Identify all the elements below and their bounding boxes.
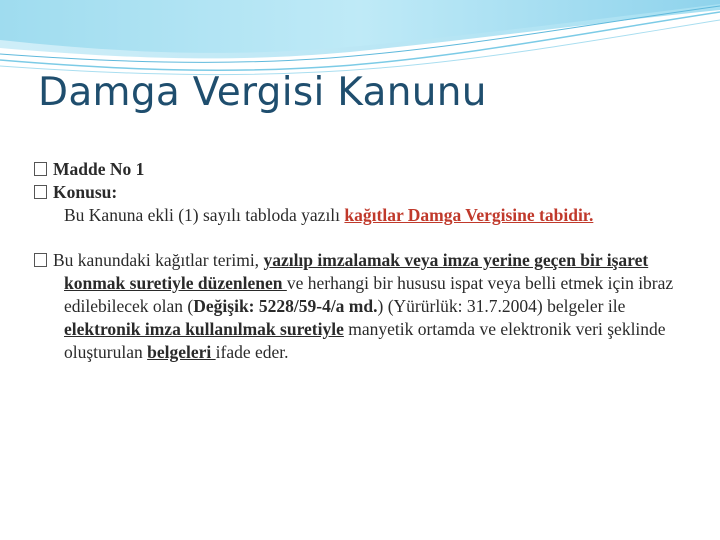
para-emphasis-1: yazılıp imzalamak veya imza yerine geçen bir işaret konmak suretiyle düzenlenen (64, 250, 649, 293)
konusu-emphasis: kağıtlar Damga Vergisine tabidir. (344, 205, 594, 225)
para-text-3: ) (Yürürlük: 31.7.2004) belgeler ile (377, 296, 626, 316)
bullet-icon (34, 162, 47, 176)
para-text-4: manyetik ortamda ve elektronik veri şeklinde oluşturulan (64, 319, 666, 362)
para-amendment: Değişik: 5228/59-4/a md. (193, 296, 378, 316)
konusu-label: Konusu: (53, 182, 118, 202)
list-item-konusu (34, 181, 684, 204)
slide-title: Damga Vergisi Kanunu (38, 70, 487, 115)
para-text-2: ve herhangi bir hususu ispat veya belli etmek için ibraz edilebilecek olan ( (64, 273, 674, 316)
konusu-description (34, 204, 684, 227)
slide-body (34, 158, 684, 364)
konusu-text: Bu Kanuna ekli (1) sayılı tabloda yazılı (64, 205, 345, 225)
para-emphasis-3: belgeleri (147, 342, 216, 362)
para-text-1: Bu kanundaki kağıtlar terimi, (53, 250, 264, 270)
list-item-madde (34, 158, 684, 181)
para-emphasis-2: elektronik imza kullanılmak suretiyle (64, 319, 344, 339)
bullet-icon (34, 253, 47, 267)
para-text-5: ifade eder. (215, 342, 289, 362)
bullet-icon (34, 185, 47, 199)
madde-text: Madde No 1 (53, 159, 145, 179)
definition-paragraph (34, 249, 684, 364)
